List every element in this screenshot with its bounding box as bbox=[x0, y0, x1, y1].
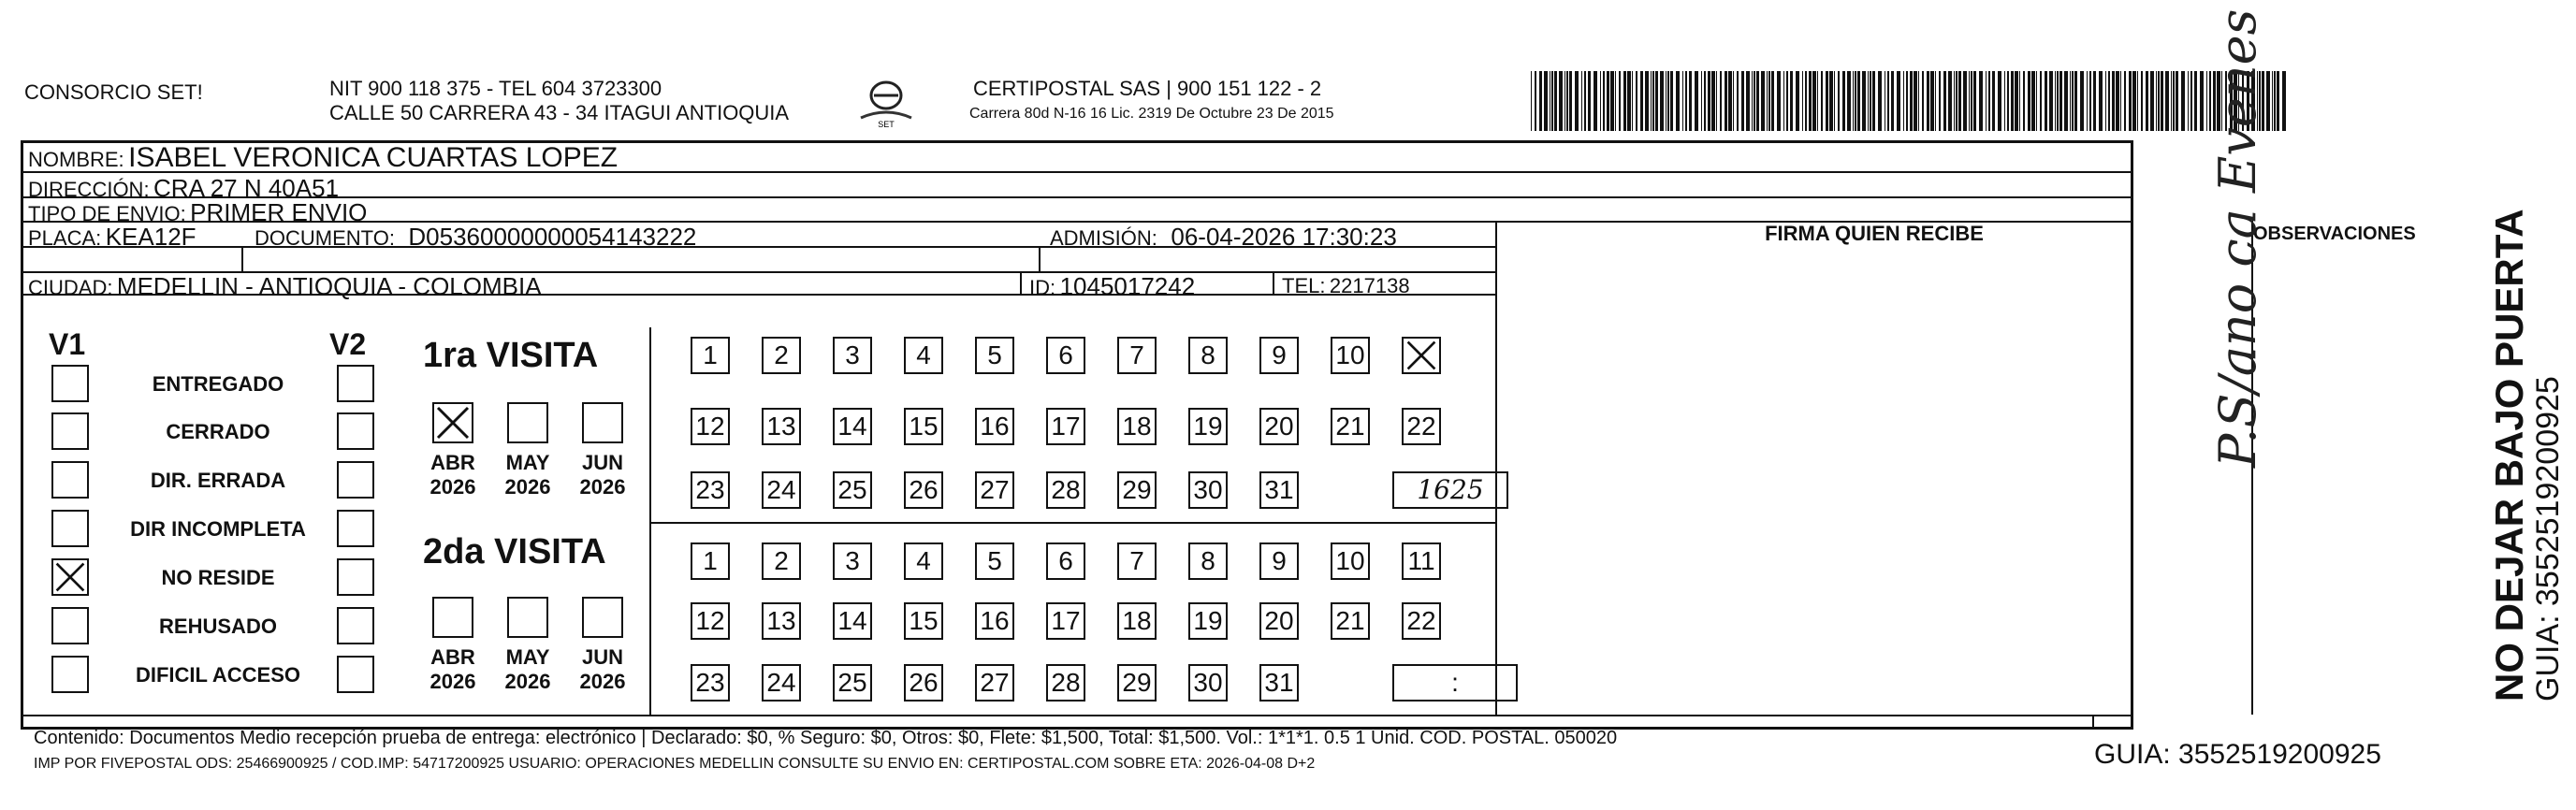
month-label: JUN bbox=[581, 451, 623, 474]
placa-cell bbox=[28, 222, 196, 252]
admision-label: ADMISIÓN: bbox=[1050, 226, 1157, 250]
recipient-name: ISABEL VERONICA CUARTAS LOPEZ bbox=[128, 142, 619, 173]
day-box[interactable]: 18 bbox=[1117, 408, 1157, 445]
id-value: 1045017242 bbox=[1059, 272, 1196, 300]
day-box[interactable]: 11 bbox=[1402, 542, 1441, 580]
day-box[interactable]: 14 bbox=[833, 602, 872, 640]
status-label: REHUSADO bbox=[159, 615, 277, 638]
day-box[interactable]: 30 bbox=[1188, 471, 1228, 509]
v2-checkbox[interactable] bbox=[337, 412, 374, 450]
day-box[interactable]: 23 bbox=[691, 471, 730, 509]
month-label: ABR bbox=[430, 451, 475, 474]
day-box[interactable]: 31 bbox=[1259, 664, 1299, 702]
day-box[interactable]: 31 bbox=[1259, 471, 1299, 509]
day-box[interactable]: 4 bbox=[904, 542, 943, 580]
certipostal-sub: Carrera 80d N-16 16 Lic. 2319 De Octubre 23 De 2015 bbox=[969, 106, 1334, 122]
logo-text: SET bbox=[878, 120, 895, 129]
company-name: CONSORCIO SET! bbox=[24, 80, 203, 104]
day-box[interactable]: 24 bbox=[762, 471, 801, 509]
footer-imp: IMP POR FIVEPOSTAL ODS: 25466900925 / COD.IMP: 54717200925 USUARIO: OPERACIONES MEDELLIN CONSULTE SU ENVIO EN: CERTIPOSTAL.COM SOBRE ETA: 2026-04-08 D+2 bbox=[34, 756, 1316, 772]
day-box[interactable]: 24 bbox=[762, 664, 801, 702]
month-label: MAY bbox=[505, 645, 550, 669]
day-box[interactable]: 27 bbox=[975, 471, 1014, 509]
day-box[interactable]: 4 bbox=[904, 337, 943, 374]
day-box[interactable]: 9 bbox=[1259, 337, 1299, 374]
visit-time-box[interactable]: : bbox=[1392, 664, 1518, 702]
day-box[interactable]: 21 bbox=[1331, 408, 1370, 445]
day-box[interactable]: 12 bbox=[691, 408, 730, 445]
day-box[interactable]: 30 bbox=[1188, 664, 1228, 702]
status-label: DIFICIL ACCESO bbox=[135, 663, 300, 687]
month-label: ABR bbox=[430, 645, 475, 669]
status-label: ENTREGADO bbox=[152, 372, 284, 396]
day-box[interactable]: 5 bbox=[975, 337, 1014, 374]
v1-checkbox[interactable] bbox=[51, 656, 89, 693]
day-box[interactable]: 20 bbox=[1259, 408, 1299, 445]
placa-value: KEA12F bbox=[105, 223, 196, 251]
v1-checkbox[interactable] bbox=[51, 461, 89, 499]
ciudad-value: MEDELLIN - ANTIOQUIA - COLOMBIA bbox=[116, 272, 542, 300]
day-box[interactable]: 6 bbox=[1046, 542, 1085, 580]
month-year: 2026 bbox=[429, 475, 476, 499]
day-box[interactable]: 22 bbox=[1402, 408, 1441, 445]
day-box[interactable]: 1 bbox=[691, 542, 730, 580]
tel-value: 2217138 bbox=[1329, 274, 1410, 297]
v1-checkbox[interactable] bbox=[51, 558, 89, 596]
v2-checkbox[interactable] bbox=[337, 656, 374, 693]
day-box[interactable]: 27 bbox=[975, 664, 1014, 702]
month-checkbox[interactable] bbox=[507, 402, 548, 443]
month-year: 2026 bbox=[579, 475, 626, 499]
day-box[interactable]: 25 bbox=[833, 664, 872, 702]
day-box[interactable]: 7 bbox=[1117, 337, 1157, 374]
admision-cell bbox=[1050, 222, 1397, 252]
day-box[interactable]: 29 bbox=[1117, 471, 1157, 509]
id-label: ID: bbox=[1029, 276, 1056, 299]
month-checkbox[interactable] bbox=[582, 402, 623, 443]
day-box[interactable]: 7 bbox=[1117, 542, 1157, 580]
status-label: CERRADO bbox=[166, 420, 270, 443]
status-label: DIR. ERRADA bbox=[150, 469, 286, 492]
status-label: DIR INCOMPLETA bbox=[130, 517, 306, 541]
day-box[interactable]: 3 bbox=[833, 542, 872, 580]
documento-value: D05360000000054143222 bbox=[408, 223, 697, 251]
documento-cell bbox=[255, 222, 696, 252]
day-box[interactable]: 28 bbox=[1046, 664, 1085, 702]
observaciones-handwriting: P.S/ano ca Evenes bbox=[2208, 8, 2267, 468]
day-box[interactable]: 23 bbox=[691, 664, 730, 702]
documento-label: DOCUMENTO: bbox=[255, 226, 395, 250]
day-box[interactable] bbox=[1402, 337, 1441, 374]
month-label: JUN bbox=[581, 645, 623, 669]
placa-label: PLACA: bbox=[28, 226, 102, 250]
day-box[interactable]: 26 bbox=[904, 471, 943, 509]
v1-checkbox[interactable] bbox=[51, 365, 89, 402]
day-box[interactable]: 26 bbox=[904, 664, 943, 702]
day-box[interactable]: 9 bbox=[1259, 542, 1299, 580]
footer-contents: Contenido: Documentos Medio recepción prueba de entrega: electrónico | Declarado: $0, % Seguro: $0, Otros: $0, Flete: $1,500, Total: $1,500. Vol.: 1*1*1. 0.5 1 Unid. COD. POSTAL. 050020 bbox=[34, 728, 1618, 748]
barcode bbox=[1531, 67, 2289, 135]
v2-label: V2 bbox=[329, 327, 367, 361]
month-checkbox[interactable] bbox=[432, 597, 473, 638]
day-box[interactable]: 6 bbox=[1046, 337, 1085, 374]
month-year: 2026 bbox=[429, 670, 476, 693]
observaciones-header: OBSERVACIONES bbox=[2253, 224, 2416, 244]
side-text bbox=[2489, 209, 2566, 702]
month-checkbox[interactable] bbox=[507, 597, 548, 638]
day-box[interactable]: 28 bbox=[1046, 471, 1085, 509]
address-label: DIRECCIÓN: bbox=[28, 178, 150, 201]
day-box[interactable]: 22 bbox=[1402, 602, 1441, 640]
day-box[interactable]: 2 bbox=[762, 337, 801, 374]
v2-checkbox[interactable] bbox=[337, 607, 374, 644]
footer-guia: GUIA: 3552519200925 bbox=[2094, 739, 2381, 770]
nit-line: NIT 900 118 375 - TEL 604 3723300 bbox=[329, 77, 662, 100]
month-year: 2026 bbox=[504, 670, 551, 693]
day-box[interactable]: 25 bbox=[833, 471, 872, 509]
day-box[interactable]: 15 bbox=[904, 602, 943, 640]
v2-checkbox[interactable] bbox=[337, 558, 374, 596]
day-box[interactable]: 5 bbox=[975, 542, 1014, 580]
recipient-address: CRA 27 N 40A51 bbox=[153, 174, 340, 202]
visit1-title: 1ra VISITA bbox=[423, 336, 599, 375]
certipostal-line: CERTIPOSTAL SAS | 900 151 122 - 2 bbox=[973, 77, 1322, 100]
ciudad-label: CIUDAD: bbox=[28, 276, 113, 299]
month-year: 2026 bbox=[504, 475, 551, 499]
day-box[interactable]: 19 bbox=[1188, 408, 1228, 445]
address-line: CALLE 50 CARRERA 43 - 34 ITAGUI ANTIOQUIA bbox=[329, 101, 790, 124]
v2-checkbox[interactable] bbox=[337, 461, 374, 499]
month-year: 2026 bbox=[579, 670, 626, 693]
day-box[interactable]: 13 bbox=[762, 408, 801, 445]
v2-checkbox[interactable] bbox=[337, 365, 374, 402]
tel-cell bbox=[1282, 271, 1410, 301]
firma-header: FIRMA QUIEN RECIBE bbox=[1765, 222, 1984, 245]
day-box[interactable]: 17 bbox=[1046, 408, 1085, 445]
day-box[interactable]: 1 bbox=[691, 337, 730, 374]
tipo-envio: PRIMER ENVIO bbox=[190, 198, 368, 226]
v1-checkbox[interactable] bbox=[51, 412, 89, 450]
v1-checkbox[interactable] bbox=[51, 510, 89, 547]
name-row bbox=[28, 143, 618, 173]
visit2-title: 2da VISITA bbox=[423, 532, 606, 571]
company-logo bbox=[853, 75, 919, 129]
day-box[interactable]: 8 bbox=[1188, 542, 1228, 580]
day-box[interactable]: 29 bbox=[1117, 664, 1157, 702]
day-box[interactable]: 2 bbox=[762, 542, 801, 580]
ciudad-cell bbox=[28, 271, 542, 301]
day-box[interactable]: 15 bbox=[904, 408, 943, 445]
tel-label: TEL: bbox=[1282, 274, 1326, 297]
name-label: NOMBRE: bbox=[28, 148, 124, 171]
admision-value: 06-04-2026 17:30:23 bbox=[1171, 223, 1397, 251]
month-checkbox[interactable] bbox=[582, 597, 623, 638]
status-label: NO RESIDE bbox=[161, 566, 275, 589]
day-box[interactable]: 14 bbox=[833, 408, 872, 445]
month-checkbox[interactable] bbox=[432, 402, 473, 443]
side-guia: GUIA: 3552519200925 bbox=[2530, 376, 2566, 702]
day-box[interactable]: 19 bbox=[1188, 602, 1228, 640]
day-box[interactable]: 16 bbox=[975, 602, 1014, 640]
day-box[interactable]: 13 bbox=[762, 602, 801, 640]
tipo-label: TIPO DE ENVIO: bbox=[28, 202, 186, 225]
day-box[interactable]: 10 bbox=[1331, 337, 1370, 374]
day-box[interactable]: 18 bbox=[1117, 602, 1157, 640]
side-warning: NO DEJAR BAJO PUERTA bbox=[2487, 209, 2531, 702]
v1-label: V1 bbox=[49, 327, 86, 361]
day-box[interactable]: 8 bbox=[1188, 337, 1228, 374]
month-label: MAY bbox=[505, 451, 550, 474]
id-cell bbox=[1029, 271, 1195, 301]
day-box[interactable]: 12 bbox=[691, 602, 730, 640]
day-box[interactable]: 16 bbox=[975, 408, 1014, 445]
day-box[interactable]: 3 bbox=[833, 337, 872, 374]
day-box[interactable]: 20 bbox=[1259, 602, 1299, 640]
day-box[interactable]: 21 bbox=[1331, 602, 1370, 640]
v1-checkbox[interactable] bbox=[51, 607, 89, 644]
day-box[interactable]: 10 bbox=[1331, 542, 1370, 580]
v2-checkbox[interactable] bbox=[337, 510, 374, 547]
day-box[interactable]: 17 bbox=[1046, 602, 1085, 640]
visit-time-box[interactable]: 1625 bbox=[1392, 471, 1508, 509]
